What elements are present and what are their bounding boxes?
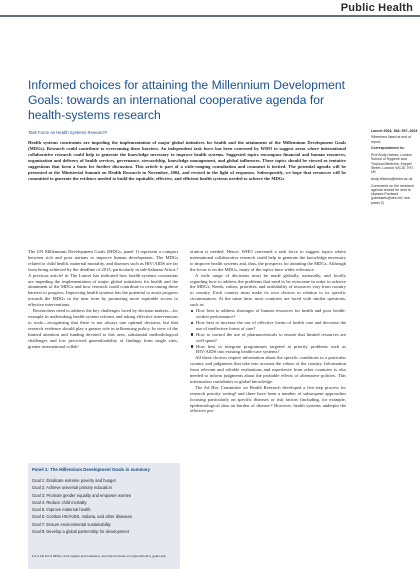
goal-item: Goal 8: Develop a global partnership for development [32, 529, 129, 535]
goal-item: Goal 7: Ensure environmental sustainability [32, 521, 111, 527]
goal-item: Goal 2: Achieve universal primary education [32, 485, 112, 491]
body-paragraph: Researchers need to address the key challenges faced by decision makers—for example in undertaking health-system reforms and taking effective interventions to scale—recognising that there is not always one optimal decision, but that research evidence should play a greater role in influencing policy. In view of the limited attention and funding devoted to this area, substantial methodological challenges and low perceived generalisability of findings from single sites, greater international collab- [28, 308, 178, 349]
panel-title: Panel 1: The Millennium Development Goals in summary [32, 467, 151, 472]
goal-list [32, 477, 178, 535]
correspondence-label: Correspondence to: [371, 146, 405, 151]
goal-item: Goal 4: Reduce child mortality [32, 499, 87, 505]
correspondence-address: Prof Andy Haines, London School of Hygiene and Tropical Medicine, Keppel Street, London WC1E 7HT, UK [371, 152, 414, 175]
list-item: How to control the use of pharmaceuticals to ensure that limited resources are well spent? [190, 332, 346, 344]
body-paragraph: A wide range of decisions must be made globally, nationally, and locally regarding how to address the problems that need to be overcome in order to achieve the MDGs. Needs, values, priorities, and availability of resources vary from country to country. Each country must make its own choices in relation to its specific circumstances. At the same time, most countries are faced with similar questions, such as: [190, 272, 346, 308]
comments-note: Comments on the research agenda should be sent to Ulysses Panisset (panissetu@who.int; see panel 2) [371, 183, 414, 205]
goal-item: Goal 6: Combat HIV/AIDS, malaria, and other diseases [32, 514, 132, 520]
body-column-left [28, 249, 178, 349]
list-item: How best to integrate programmes targeted at priority problems such as HIV/AIDS into existing health-care systems? [190, 344, 346, 356]
section-label: Public Health [340, 2, 413, 14]
citation: Lancet 2004; 364: 997–1003 [371, 129, 418, 133]
goal-item: Goal 3: Promote gender equality and empower women [32, 492, 132, 498]
body-paragraph: The UN Millennium Development Goals (MDGs; panel 1) represent a compact between rich and poor nations to improve human development. The MDGs related to child health, maternal mortality, and diseases such as HIV/AIDS are far from being achieved by the deadline of 2015, particularly in sub-Saharan Africa.¹ A previous article² in The Lancet has indicated how health-systems constraints are impeding the implementation of major global initiatives for health and the attainment of the MDGs and how research could contribute to overcoming these barriers to progress. Improving health systems has the potential to assist progress towards the MDGs in the near term by promoting more equitable access to effective interventions. [28, 249, 178, 308]
body-paragraph: oration is needed. Hence, WHO convened a task force to suggest topics where international collaborative research could help to generate the knowledge necessary to improve health systems and, thus, the prospects for attaining the MDGs. Although the focus is on the MDGs, many of the topics have wider relevance. [190, 249, 346, 272]
mdg-panel [28, 463, 180, 569]
body-paragraph: The Ad Hoc Committee on Health Research developed a five-step process for research priority setting³ and there have been a number of subsequent approaches focusing particularly on specific diseases or risk factors (including, for example, epidemiological data on burden of disease.⁴ However, health systems underpin the effective pre- [190, 384, 346, 414]
article-abstract: Health systems constraints are impeding the implementation of major global initiatives for health and the attainment of the Millennium Development Goals (MDGs). Research could contribute to overcoming these barriers. An independent task force has been convened by WHO to suggest areas where international collaborative research could help to generate the knowledge necessary to improve health systems. Suggested topics encompass financial and human resources, organisation and delivery of health services, governance, stewardship, knowledge management, and global influences. These topics should be viewed as tentative suggestions that form a basis for further discussion. This article is part of a wide-ranging consultation and comment is invited. The potential agenda will be presented at the Ministerial Summit on Health Research in November, 2004, and revised in the light of responses. Subsequently, we hope that resources will be committed to generate the evidence needed to build the equitable, effective, and efficient health systems needed to achieve the MDGs [28, 140, 346, 181]
list-item: How best to increase the use of effective forms of health care and decrease the use of ineffective forms of care? [190, 320, 346, 332]
article-title: Informed choices for attaining the Millennium Development Goals: towards an international cooperative agenda for health-systems research [28, 78, 346, 122]
question-list [190, 308, 346, 355]
member-footnote: *Members listed at end of report. [371, 135, 412, 144]
goal-item: Goal 1: Eradicate extreme poverty and hunger [32, 478, 116, 483]
sidebar-notes [371, 129, 419, 207]
goal-item: Goal 5: Improve maternal health [32, 507, 91, 513]
header-rule [0, 15, 420, 17]
body-paragraph: All these choices require information about the specific conditions in a particular country and judgments that take into account the values of the country. Information from relevant and reliable evaluations and experience from other countries is also needed to inform judgments about the probable effects of alternative policies. This information contributes to global knowledge. [190, 355, 346, 384]
correspondence-email[interactable]: Andy.Haines@lshtm.ac.uk [371, 176, 413, 181]
article-author: Task Force on Health Systems Research* [28, 130, 108, 135]
journal-header [0, 0, 420, 17]
body-column-right [190, 249, 346, 414]
list-item: How best to address shortages of human resources for health and poor health-worker performance? [190, 308, 346, 320]
panel-footnote: For a full list of MDGs, their targets and indicators, see http://unstats.un.org/unsd/mi/mi_goals.asp [32, 554, 166, 558]
